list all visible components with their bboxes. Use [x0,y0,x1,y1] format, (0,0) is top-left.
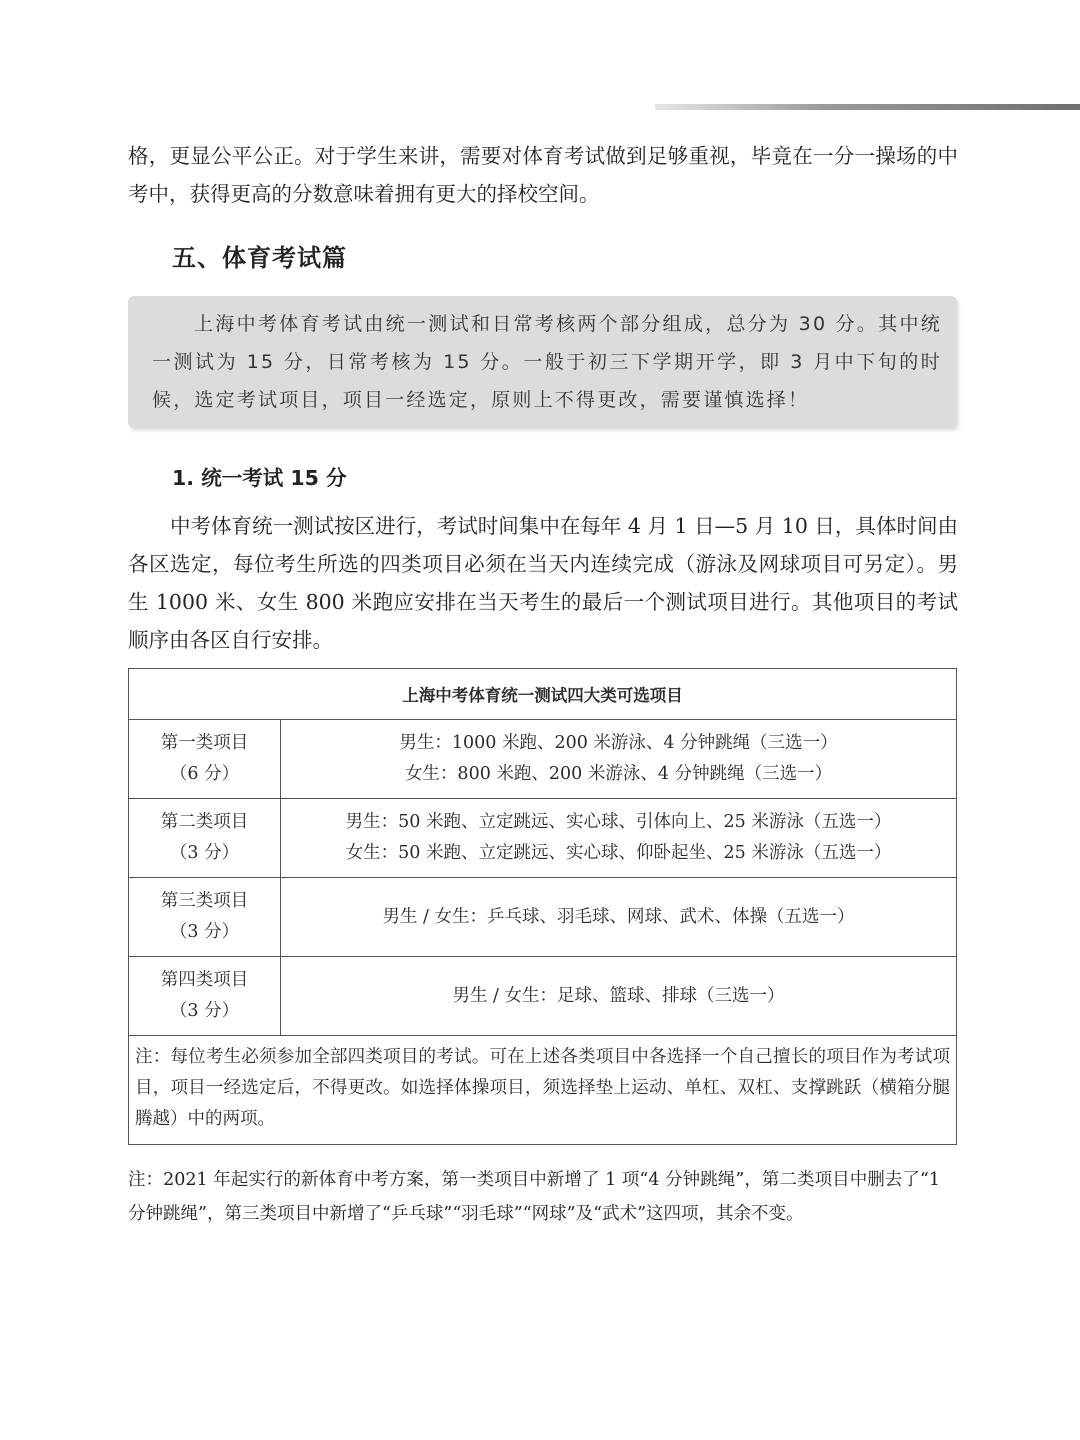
items-cell [281,799,957,878]
category-points: （3 分） [169,843,240,863]
table-row [129,799,957,878]
section-title: 五、体育考试篇 [172,243,347,272]
table-row [129,720,957,799]
category-points: （3 分） [169,922,240,942]
category-cell [129,957,281,1036]
intro-paragraph: 格，更显公平公正。对于学生来讲，需要对体育考试做到足够重视，毕竟在一分一操场的中考中，获得更高的分数意味着拥有更大的择校空间。 [128,144,958,206]
table-note-row [129,1036,957,1145]
category-points: （6 分） [169,764,240,784]
items-line: 男生 / 女生：足球、篮球、排球（三选一） [452,985,785,1006]
category-cell [129,720,281,799]
items-line: 女生：50 米跑、立定跳远、实心球、仰卧起坐、25 米游泳（五选一） [345,843,892,863]
category-cell [129,799,281,878]
items-line: 男生：1000 米跑、200 米游泳、4 分钟跳绳（三选一） [399,733,838,753]
items-line: 男生：50 米跑、立定跳远、实心球、引体向上、25 米游泳（五选一） [345,812,892,832]
subsection-title: 1. 统一考试 15 分 [172,466,347,490]
highlight-text: 上海中考体育考试由统一测试和日常考核两个部分组成，总分为 30 分。其中统一测试为 15 分，日常考核为 15 分。一般于初三下学期开学，即 3 月中下旬的时候，选定考试项目，项目一经选定，原则上不得更改，需要谨慎选择！ [152,313,942,411]
items-line: 男生 / 女生：乒乓球、羽毛球、网球、武术、体操（五选一） [382,906,855,927]
header-rule [655,104,1080,110]
items-line: 女生：800 米跑、200 米游泳、4 分钟跳绳（三选一） [404,764,833,784]
items-cell [281,957,957,1036]
category-name: 第二类项目 [160,812,249,832]
items-cell [281,878,957,957]
category-name: 第四类项目 [160,970,249,990]
table-caption: 上海中考体育统一测试四大类可选项目 [129,669,957,720]
table-note: 注：每位考生必须参加全部四类项目的考试。可在上述各类项目中各选择一个自己擅长的项目作为考试项目，项目一经选定后，不得更改。如选择体操项目，须选择垫上运动、单杠、双杠、支撑跳跃（横箱分腿腾越）中的两项。 [129,1036,957,1145]
body-paragraph: 中考体育统一测试按区进行，考试时间集中在每年 4 月 1 日—5 月 10 日，具体时间由各区选定，每位考生所选的四类项目必须在当天内连续完成（游泳及网球项目可另定）。男生 1000 米、女生 800 米跑应安排在当天考生的最后一个测试项目进行。其他项目的考试顺序由各区自行安排。 [128,514,958,652]
table-row [129,957,957,1036]
category-points: （3 分） [169,1001,240,1021]
category-name: 第三类项目 [160,891,249,911]
category-name: 第一类项目 [160,733,249,753]
category-cell [129,878,281,957]
table-caption-row [129,669,957,720]
items-cell [281,720,957,799]
exam-items-table [128,668,957,1145]
footnote: 注：2021 年起实行的新体育中考方案，第一类项目中新增了 1 项“4 分钟跳绳”，第二类项目中删去了“1 分钟跳绳”，第三类项目中新增了“乒乓球”“羽毛球”“网球”及“武术”这四项，其余不变。 [128,1170,940,1224]
table-row [129,878,957,957]
